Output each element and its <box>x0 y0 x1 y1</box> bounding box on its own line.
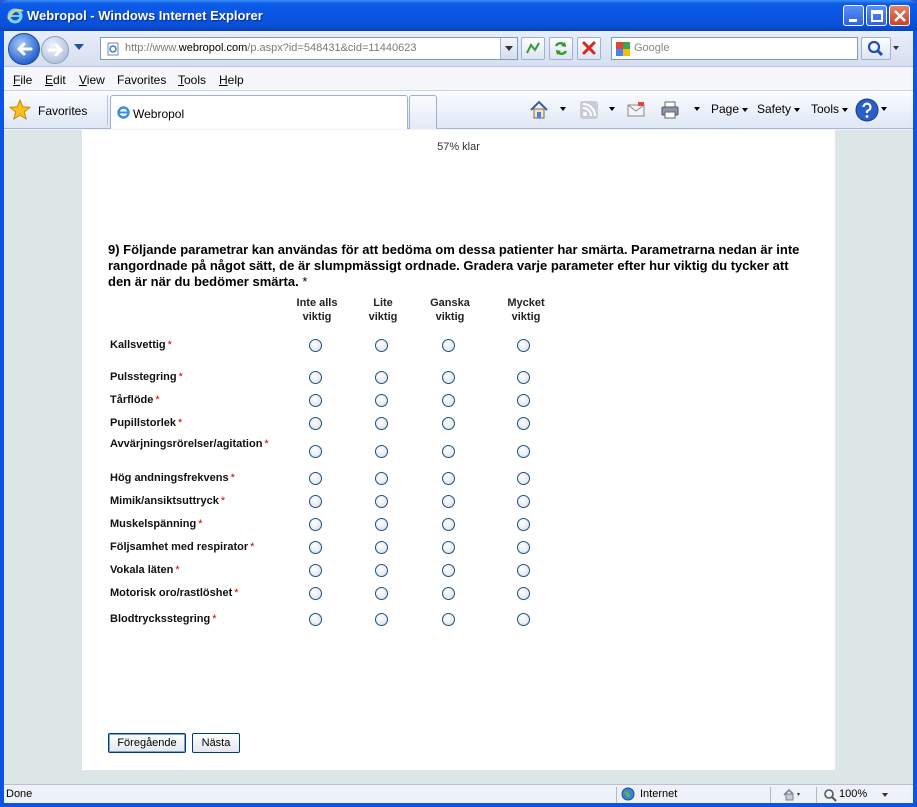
mail-icon[interactable] <box>625 99 647 121</box>
row-label <box>110 371 285 384</box>
search-button[interactable] <box>861 37 891 60</box>
row-label-text: Motorisk oro/rastlöshet <box>110 587 233 599</box>
survey-page <box>82 130 835 770</box>
help-icon[interactable] <box>855 98 879 122</box>
row-label <box>110 438 285 451</box>
radio-option[interactable] <box>517 495 530 508</box>
home-icon[interactable] <box>528 99 550 121</box>
tab-webropol[interactable] <box>110 95 408 129</box>
radio-option[interactable] <box>309 495 322 508</box>
search-icon <box>862 38 890 59</box>
radio-option[interactable] <box>375 417 388 430</box>
close-icon <box>890 6 911 27</box>
radio-option[interactable] <box>375 472 388 485</box>
row-label-text: Mimik/ansiktsuttryck <box>110 495 219 507</box>
radio-option[interactable] <box>517 417 530 430</box>
page-menu[interactable]: Page <box>711 102 748 116</box>
question-text: 9) Följande parametrar kan användas för att bedöma om dessa patienter har smärta. Parametrarna nedan är inte rangordnade på något sätt, de är slumpmässigt ordnade. Gradera varje parameter efter hur viktig du tycker att den är när du bedömer smärta. * <box>108 242 800 289</box>
row-label-text: Tårflöde <box>110 394 154 406</box>
row-label-text: Blodtrycksstegring <box>110 613 211 625</box>
minimize-button[interactable] <box>843 5 864 26</box>
radio-option[interactable] <box>375 445 388 458</box>
radio-option[interactable] <box>442 394 455 407</box>
new-tab-button[interactable] <box>409 95 437 129</box>
required-marker: * <box>175 564 180 576</box>
address-input[interactable] <box>100 37 518 60</box>
radio-option[interactable] <box>442 417 455 430</box>
help-dropdown[interactable] <box>881 107 887 111</box>
compatibility-view-button[interactable] <box>521 37 545 60</box>
radio-option[interactable] <box>309 541 322 554</box>
favorites-button[interactable]: Favorites <box>38 104 88 118</box>
refresh-button[interactable] <box>549 37 573 60</box>
row-label <box>110 587 285 600</box>
radio-option[interactable] <box>309 445 322 458</box>
radio-option[interactable] <box>309 518 322 531</box>
globe-icon <box>621 787 635 801</box>
column-header-inte-alls: Inte alls viktig <box>296 297 338 323</box>
status-separator <box>770 787 771 803</box>
stop-button[interactable] <box>577 37 601 60</box>
print-dropdown[interactable] <box>694 107 700 111</box>
minimize-icon <box>844 6 865 27</box>
radio-option[interactable] <box>517 472 530 485</box>
compatibility-icon <box>522 38 544 59</box>
radio-option[interactable] <box>442 339 455 352</box>
google-icon <box>615 41 631 57</box>
favorites-star-icon[interactable] <box>9 99 31 121</box>
required-marker: * <box>220 495 226 507</box>
required-marker: * <box>234 587 239 599</box>
search-input[interactable] <box>611 37 858 60</box>
title-bar[interactable] <box>0 0 917 31</box>
address-dropdown[interactable] <box>500 38 517 59</box>
favorites-bar <box>4 91 913 129</box>
radio-option[interactable] <box>442 472 455 485</box>
radio-option[interactable] <box>442 587 455 600</box>
row-label <box>110 394 285 407</box>
status-bar <box>4 784 913 803</box>
radio-option[interactable] <box>375 339 388 352</box>
radio-option[interactable] <box>442 518 455 531</box>
row-label <box>110 564 285 577</box>
refresh-icon <box>550 38 572 59</box>
radio-option[interactable] <box>517 541 530 554</box>
security-zone: Internet <box>640 788 678 800</box>
radio-option[interactable] <box>375 495 388 508</box>
zoom-dropdown[interactable] <box>882 793 888 797</box>
required-marker: * <box>250 541 255 553</box>
menu-bar <box>4 67 913 91</box>
radio-option[interactable] <box>442 564 455 577</box>
menu-file[interactable]: File <box>13 73 33 87</box>
status-text: Done <box>6 788 33 800</box>
menu-help[interactable]: Help <box>219 73 244 87</box>
recent-pages-dropdown[interactable] <box>74 44 84 50</box>
radio-option[interactable] <box>375 394 388 407</box>
print-icon[interactable] <box>659 99 681 121</box>
menu-view[interactable]: View <box>79 73 105 87</box>
radio-option[interactable] <box>375 541 388 554</box>
page-icon <box>106 42 120 56</box>
column-header-mycket: Mycket viktig <box>507 297 545 323</box>
radio-option[interactable] <box>517 564 530 577</box>
radio-option[interactable] <box>309 371 322 384</box>
tab-title: Webropol <box>133 107 185 121</box>
status-separator <box>616 787 617 803</box>
maximize-button[interactable] <box>866 5 887 26</box>
required-marker: * <box>178 417 183 429</box>
radio-option[interactable] <box>309 564 322 577</box>
zoom-icon[interactable] <box>823 788 837 802</box>
row-label <box>110 613 285 626</box>
radio-option[interactable] <box>517 613 530 626</box>
radio-option[interactable] <box>442 371 455 384</box>
favorites-separator <box>107 95 108 125</box>
feeds-dropdown[interactable] <box>609 107 615 111</box>
row-label-text: Kallsvettig <box>110 339 166 351</box>
required-marker: * <box>178 371 183 383</box>
required-marker: * <box>230 472 235 484</box>
close-button[interactable] <box>889 5 910 26</box>
home-dropdown[interactable] <box>560 107 566 111</box>
back-button[interactable] <box>8 33 40 65</box>
row-label <box>110 541 285 554</box>
radio-option[interactable] <box>517 339 530 352</box>
ie-logo-icon <box>6 7 24 25</box>
row-label <box>110 417 285 430</box>
required-marker: * <box>167 339 172 351</box>
radio-option[interactable] <box>517 518 530 531</box>
protected-mode-icon[interactable] <box>781 787 803 802</box>
ie-page-icon <box>116 105 131 120</box>
required-marker: * <box>198 518 203 530</box>
safety-menu[interactable]: Safety <box>757 102 800 116</box>
search-options-dropdown[interactable] <box>893 46 899 50</box>
radio-option[interactable] <box>375 518 388 531</box>
required-marker: * <box>264 438 269 450</box>
radio-option[interactable] <box>309 472 322 485</box>
radio-option[interactable] <box>309 613 322 626</box>
radio-option[interactable] <box>375 371 388 384</box>
row-label-text: Följsamhet med respirator <box>110 541 249 553</box>
radio-option[interactable] <box>309 417 322 430</box>
maximize-icon <box>867 6 888 27</box>
row-label-text: Avvärjningsrörelser/agitation <box>110 438 263 450</box>
menu-tools[interactable]: Tools <box>178 73 207 87</box>
tools-menu[interactable]: Tools <box>811 102 848 116</box>
radio-option[interactable] <box>442 445 455 458</box>
radio-option[interactable] <box>442 495 455 508</box>
next-button[interactable]: Nästa <box>192 733 240 753</box>
menu-favorites[interactable]: Favorites <box>117 73 167 87</box>
arrow-right-icon <box>42 37 70 65</box>
row-label <box>110 472 285 485</box>
menu-edit[interactable]: Edit <box>45 73 66 87</box>
row-label <box>110 495 285 508</box>
row-label-text: Vokala läten <box>110 564 174 576</box>
radio-option[interactable] <box>517 394 530 407</box>
web-content <box>4 130 913 784</box>
required-marker: * <box>155 394 160 406</box>
window-title: Webropol - Windows Internet Explorer <box>27 8 263 23</box>
stop-icon <box>578 38 600 59</box>
browser-client <box>4 31 913 803</box>
row-label-text: Hög andningsfrekvens <box>110 472 229 484</box>
forward-button[interactable] <box>41 36 69 64</box>
progress-text: 57% klar <box>437 141 480 153</box>
radio-option[interactable] <box>375 564 388 577</box>
rss-feed-icon[interactable] <box>578 99 600 121</box>
row-label <box>110 518 285 531</box>
radio-option[interactable] <box>375 587 388 600</box>
column-header-ganska: Ganska viktig <box>430 297 470 323</box>
row-label-text: Pulsstegring <box>110 371 177 383</box>
row-label <box>110 339 285 352</box>
address-toolbar <box>4 31 913 67</box>
status-separator <box>816 787 817 803</box>
address-url: http://www.webropol.com/p.aspx?id=548431&cid=11440623 <box>125 42 417 54</box>
column-header-lite: Lite viktig <box>368 297 398 323</box>
row-label-text: Pupillstorlek <box>110 417 177 429</box>
radio-option[interactable] <box>442 613 455 626</box>
radio-option[interactable] <box>375 613 388 626</box>
previous-button[interactable]: Föregående <box>108 733 186 753</box>
search-placeholder: Google <box>634 42 670 54</box>
zoom-level[interactable]: 100% <box>839 788 868 800</box>
radio-option[interactable] <box>442 541 455 554</box>
radio-option[interactable] <box>517 445 530 458</box>
required-marker: * <box>212 613 217 625</box>
radio-option[interactable] <box>309 339 322 352</box>
radio-option[interactable] <box>309 394 322 407</box>
row-label-text: Muskelspänning <box>110 518 197 530</box>
arrow-left-icon <box>9 34 41 66</box>
radio-option[interactable] <box>517 371 530 384</box>
radio-option[interactable] <box>309 587 322 600</box>
radio-option[interactable] <box>517 587 530 600</box>
